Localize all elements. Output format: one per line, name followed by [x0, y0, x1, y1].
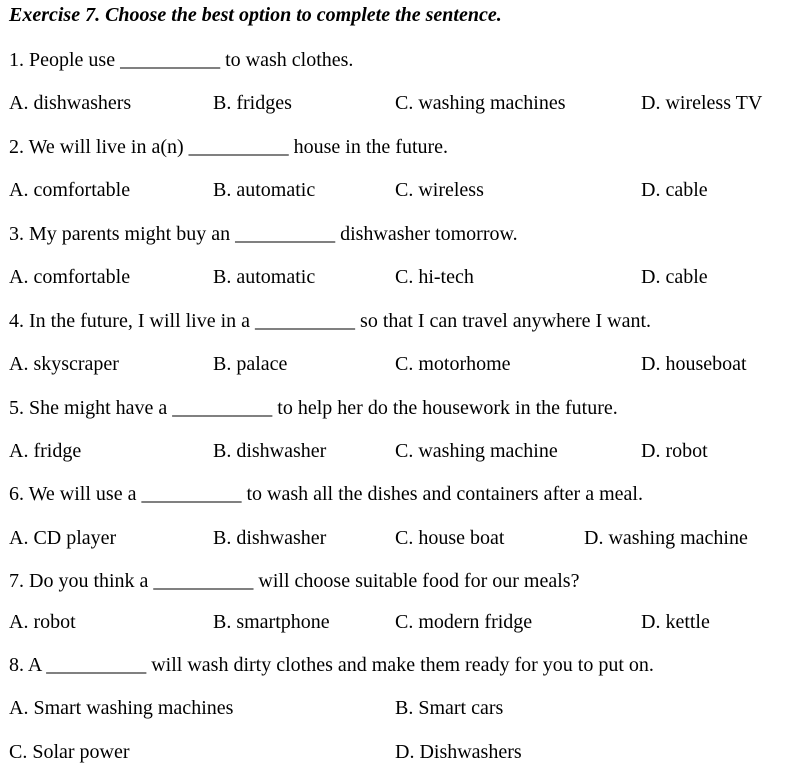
- question-7-option-a[interactable]: A. robot: [9, 611, 76, 633]
- question-8-option-c[interactable]: C. Solar power: [9, 741, 130, 763]
- question-4-stem: 4. In the future, I will live in a __________ so that I can travel anywhere I want.: [9, 310, 652, 332]
- question-2-stem: 2. We will live in a(n) __________ house in the future.: [9, 136, 449, 158]
- question-6-option-a[interactable]: A. CD player: [9, 527, 117, 549]
- question-7-option-d[interactable]: D. kettle: [641, 611, 710, 633]
- question-2-option-b[interactable]: B. automatic: [213, 179, 316, 201]
- question-8-stem: 8. A __________ will wash dirty clothes and make them ready for you to put on.: [9, 654, 654, 676]
- question-2-option-d[interactable]: D. cable: [641, 179, 708, 201]
- question-6-option-b[interactable]: B. dishwasher: [213, 527, 327, 549]
- question-5-option-b[interactable]: B. dishwasher: [213, 440, 327, 462]
- question-4-option-a[interactable]: A. skyscraper: [9, 353, 119, 375]
- question-7-option-b[interactable]: B. smartphone: [213, 611, 330, 633]
- question-5-stem: 5. She might have a __________ to help her do the housework in the future.: [9, 397, 618, 419]
- question-4-option-d[interactable]: D. houseboat: [641, 353, 747, 375]
- question-8-option-b[interactable]: B. Smart cars: [395, 697, 504, 719]
- question-4-option-c[interactable]: C. motorhome: [395, 353, 511, 375]
- question-5-option-a[interactable]: A. fridge: [9, 440, 82, 462]
- question-4-option-b[interactable]: B. palace: [213, 353, 288, 375]
- question-7-option-c[interactable]: C. modern fridge: [395, 611, 533, 633]
- question-6-option-d[interactable]: D. washing machine: [584, 527, 748, 549]
- question-3-option-c[interactable]: C. hi-tech: [395, 266, 474, 288]
- question-8-option-a[interactable]: A. Smart washing machines: [9, 697, 234, 719]
- question-1-option-b[interactable]: B. fridges: [213, 92, 292, 114]
- question-1-option-d[interactable]: D. wireless TV: [641, 92, 763, 114]
- question-3-option-a[interactable]: A. comfortable: [9, 266, 131, 288]
- question-3-stem: 3. My parents might buy an __________ dishwasher tomorrow.: [9, 223, 518, 245]
- question-1-option-a[interactable]: A. dishwashers: [9, 92, 132, 114]
- question-1-stem: 1. People use __________ to wash clothes.: [9, 49, 354, 71]
- question-8-option-d[interactable]: D. Dishwashers: [395, 741, 522, 763]
- question-2-option-c[interactable]: C. wireless: [395, 179, 484, 201]
- question-3-option-b[interactable]: B. automatic: [213, 266, 316, 288]
- exercise-title: Exercise 7. Choose the best option to complete the sentence.: [9, 4, 502, 26]
- question-6-option-c[interactable]: C. house boat: [395, 527, 505, 549]
- question-2-option-a[interactable]: A. comfortable: [9, 179, 131, 201]
- question-6-stem: 6. We will use a __________ to wash all the dishes and containers after a meal.: [9, 483, 643, 505]
- question-5-option-c[interactable]: C. washing machine: [395, 440, 558, 462]
- question-5-option-d[interactable]: D. robot: [641, 440, 708, 462]
- question-1-option-c[interactable]: C. washing machines: [395, 92, 566, 114]
- question-7-stem: 7. Do you think a __________ will choose suitable food for our meals?: [9, 570, 580, 592]
- question-3-option-d[interactable]: D. cable: [641, 266, 708, 288]
